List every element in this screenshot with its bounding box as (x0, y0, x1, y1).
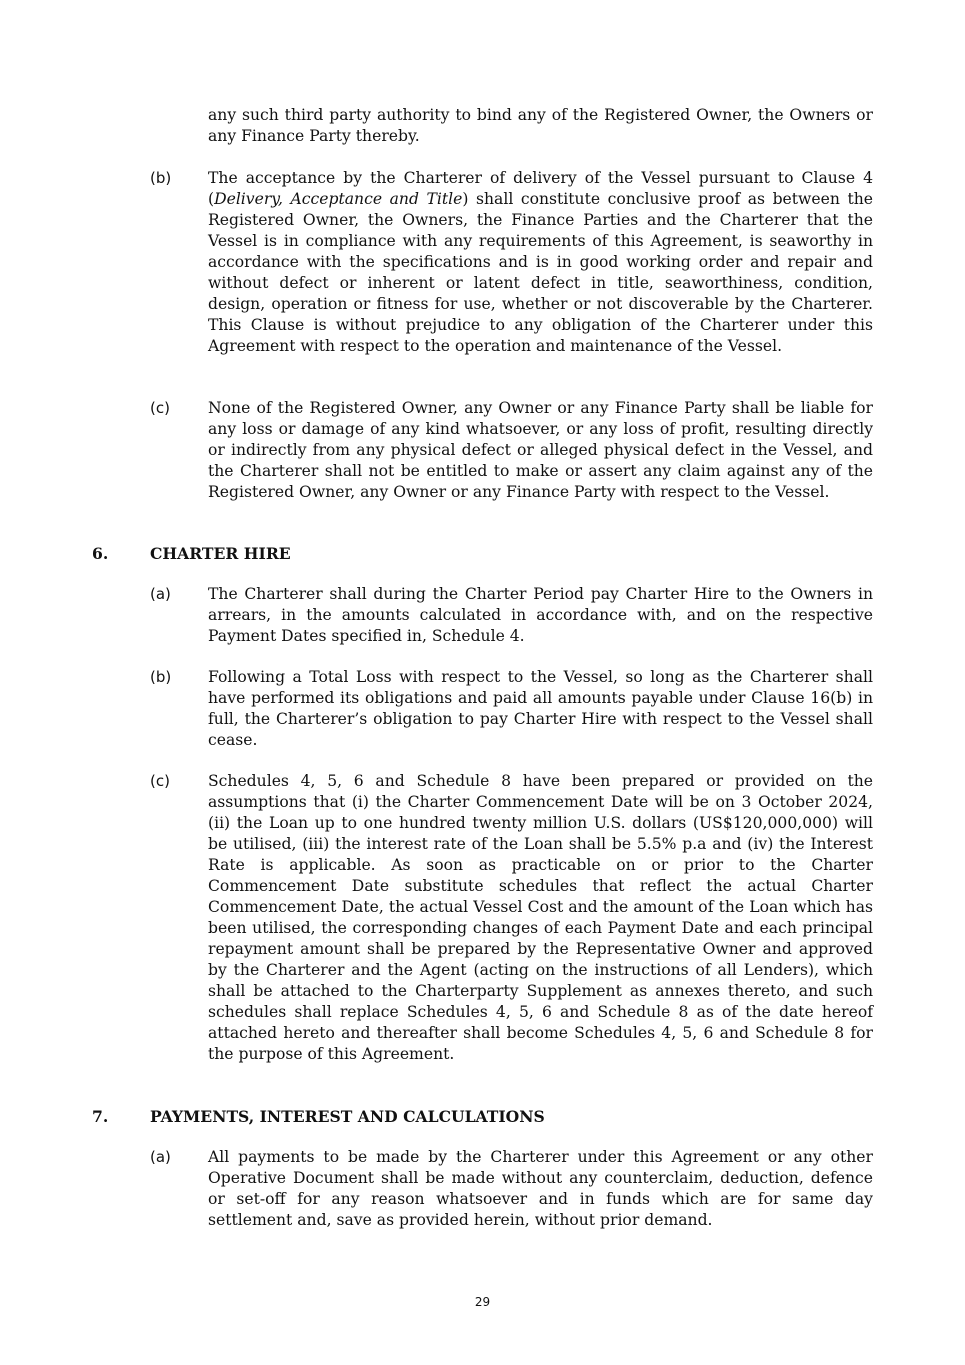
clause-6a-paragraph: The Charterer shall during the Charter Period pay Charter Hire to the Owners in arrears, in the amounts calculated in accordance with, and on the respective Payment Dates specified in, Schedule 4. (208, 585, 873, 645)
clause-5b-text-post: ) shall constitute conclusive proof as between the Registered Owner, the Owners, the Finance Parties and the Charterer that the Vessel is in compliance with any requirements of this Agreement, is seaworthy in accordance with the specifications and is in good working order and repair and without defect or inherent or latent defect in title, seaworthiness, condition, design, operation or fitness for use, whether or not discoverable by the Charterer. This Clause is without prejudice to any obligation of the Charterer under this Agreement with respect to the operation and maintenance of the Vessel. (208, 190, 873, 355)
clause-5c-paragraph: None of the Registered Owner, any Owner or any Finance Party shall be liable for any loss or damage of any kind whatsoever, or any loss of profit, resulting directly or indirectly from any physical defect or alleged physical defect in the Vessel, and the Charterer shall not be entitled to make or assert any claim against any of the Registered Owner, any Owner or any Finance Party with respect to the Vessel. (208, 399, 873, 501)
section-6-number: 6. (92, 544, 109, 563)
clause-6b-paragraph: Following a Total Loss with respect to the Vessel, so long as the Charterer shall have performed its obligations and paid all amounts payable under Clause 16(b) in full, the Charterer’s obligation to pay Charter Hire with respect to the Vessel shall cease. (208, 668, 873, 749)
clause-6c-label: (c) (150, 772, 170, 790)
clause-6a-label: (a) (150, 585, 171, 603)
clause-5c-label: (c) (150, 399, 170, 417)
section-7-title: PAYMENTS, INTEREST AND CALCULATIONS (150, 1107, 545, 1126)
clause-5b-paragraph (208, 168, 873, 357)
section-6-title: CHARTER HIRE (150, 544, 291, 563)
clause-5b-text-pre: The acceptance by the Charterer of delivery of the Vessel pursuant to Clause 4 ( (208, 169, 873, 208)
clause-7a-label: (a) (150, 1148, 171, 1166)
continuation-paragraph: any such third party authority to bind any of the Registered Owner, the Owners or any Finance Party thereby. (208, 106, 873, 145)
page-number: 29 (474, 1295, 491, 1309)
clause-5b-italic-reference: Delivery, Acceptance and Title (214, 190, 463, 208)
clause-5b-label: (b) (150, 169, 172, 187)
section-7-number: 7. (92, 1107, 109, 1126)
clause-7a-paragraph: All payments to be made by the Charterer under this Agreement or any other Operative Document shall be made without any counterclaim, deduction, defence or set-off for any reason whatsoever and in funds which are for same day settlement and, save as provided herein, without prior demand. (208, 1148, 873, 1229)
clause-6b-label: (b) (150, 668, 172, 686)
clause-6c-paragraph: Schedules 4, 5, 6 and Schedule 8 have been prepared or provided on the assumptions that (i) the Charter Commencement Date will be on 3 October 2024, (ii) the Loan up to one hundred twenty million U.S. dollars (US$120,000,000) will be utilised, (iii) the interest rate of the Loan shall be 5.5% p.a and (iv) the Interest Rate is applicable. As soon as practicable on or prior to the Charter Commencement Date substitute schedules that reflect the actual Charter Commencement Date, the actual Vessel Cost and the amount of the Loan which has been utilised, the corresponding changes of each Payment Date and each principal repayment amount shall be prepared by the Representative Owner and approved by the Charterer and the Agent (acting on the instructions of all Lenders), which shall be attached to the Charterparty Supplement as annexes thereto, and such schedules shall replace Schedules 4, 5, 6 and Schedule 8 as of the date hereof attached hereto and thereafter shall become Schedules 4, 5, 6 and Schedule 8 for the purpose of this Agreement. (208, 772, 873, 1063)
